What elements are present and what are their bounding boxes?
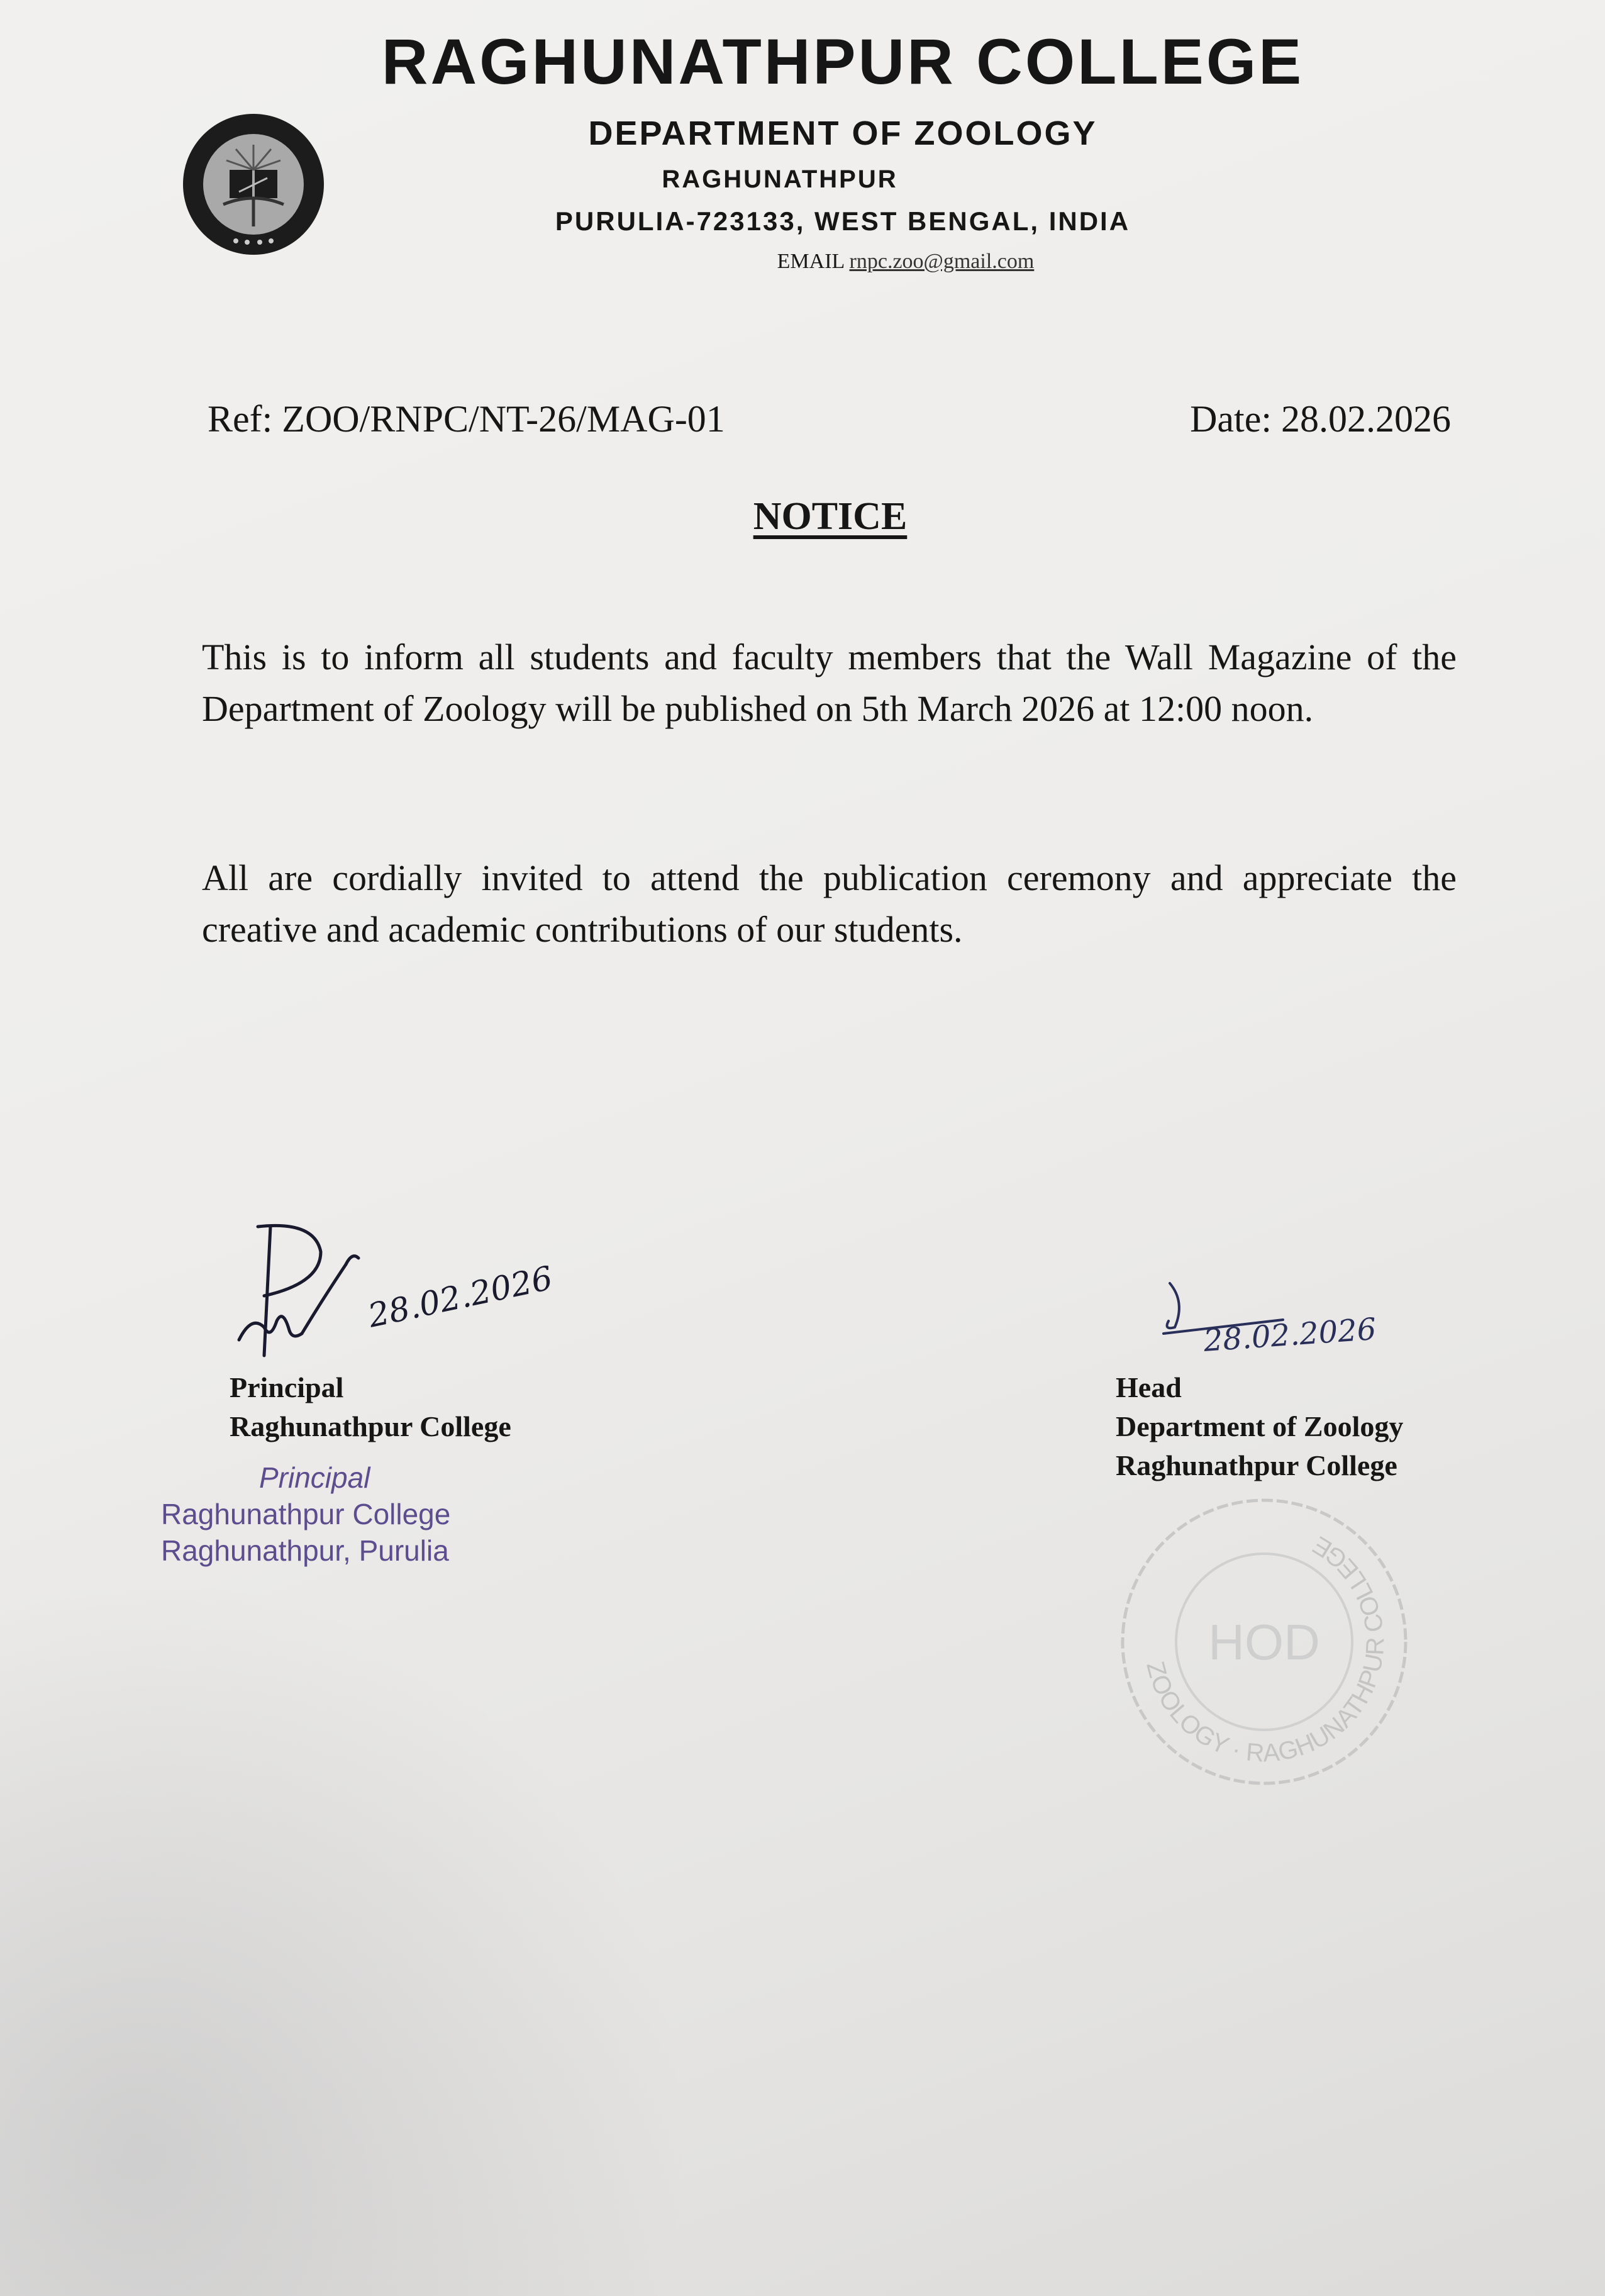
principal-stamp-line-2: Raghunathpur College <box>161 1498 451 1530</box>
principal-block <box>230 1368 511 1446</box>
head-title: Head <box>1116 1371 1182 1403</box>
head-department: Department of Zoology <box>1116 1410 1404 1442</box>
principal-institution: Raghunathpur College <box>230 1410 511 1442</box>
email-label: EMAIL <box>777 250 845 273</box>
reference-number: Ref: ZOO/RNPC/NT-26/MAG-01 <box>208 398 725 440</box>
department-name: DEPARTMENT OF ZOOLOGY <box>588 114 1097 152</box>
body-paragraph-2: All are cordially invited to attend the publication ceremony and appreciate the creative and academic contributions of our students. <box>202 857 1457 950</box>
head-signature <box>1157 1271 1447 1359</box>
email-line <box>478 248 1333 276</box>
photo-shadow <box>0 1573 692 2296</box>
principal-handwritten-date: 28.02.2026 <box>365 1259 556 1335</box>
head-institution: Raghunathpur College <box>1116 1449 1397 1481</box>
principal-stamp-line-1: Principal <box>259 1461 370 1494</box>
college-name: RAGHUNATHPUR COLLEGE <box>381 26 1304 98</box>
hod-stamp <box>1119 1497 1409 1786</box>
head-block <box>1116 1368 1403 1485</box>
notice-title: NOTICE <box>753 495 908 538</box>
address: PURULIA-723133, WEST BENGAL, INDIA <box>555 206 1131 236</box>
body-paragraph-1: This is to inform all students and faculty members that the Wall Magazine of the Department of Zoology will be published on 5th March 2026 at 12:00 noon. <box>202 637 1457 729</box>
head-handwritten-date: 28.02.2026 <box>1202 1311 1377 1359</box>
town: RAGHUNATHPUR <box>662 165 898 193</box>
hod-stamp-ring-text: ZOOLOGY · RAGHUNATHPUR COLLEGE <box>1141 1530 1390 1768</box>
principal-signature <box>226 1214 579 1362</box>
email-link[interactable]: rnpc.zoo@gmail.com <box>849 250 1035 273</box>
principal-stamp <box>161 1459 450 1569</box>
principal-stamp-line-3: Raghunathpur, Purulia <box>161 1534 449 1567</box>
hod-stamp-center: HOD <box>1208 1614 1320 1670</box>
principal-title: Principal <box>230 1371 344 1403</box>
notice-date: Date: 28.02.2026 <box>1190 398 1451 440</box>
